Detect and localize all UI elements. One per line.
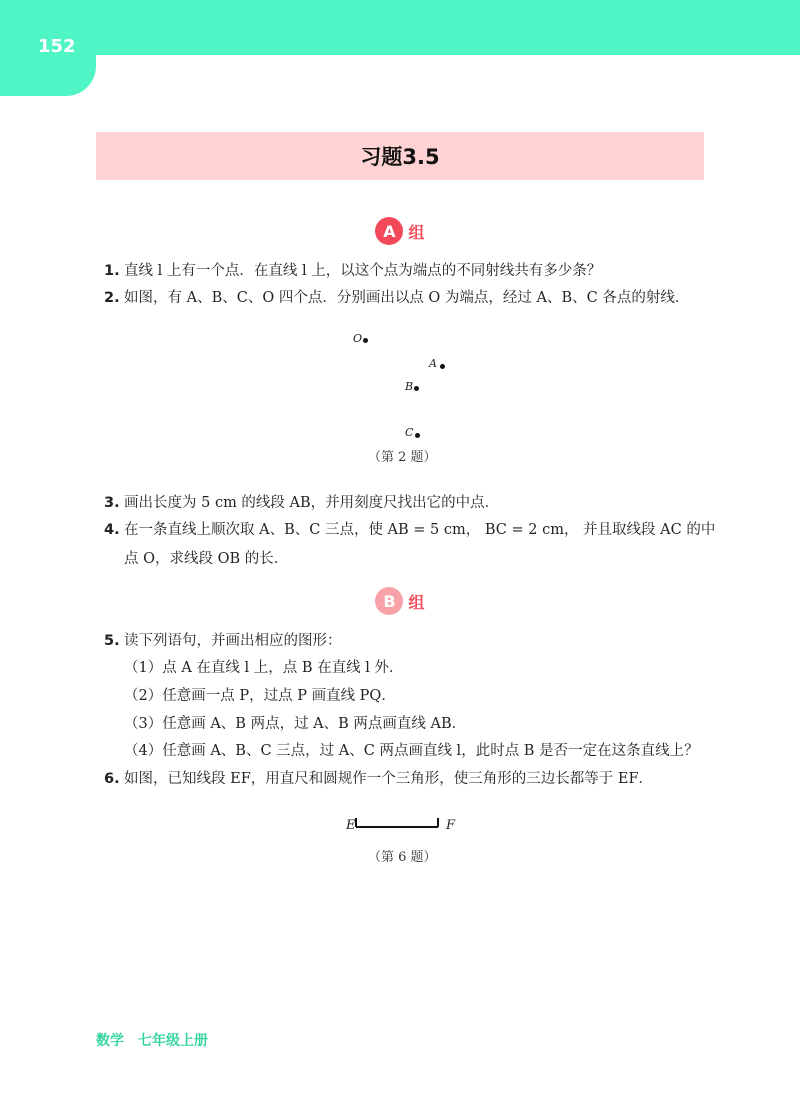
question-number: 6. bbox=[104, 771, 120, 787]
segment-label-f: F bbox=[446, 818, 456, 833]
group-a-heading bbox=[0, 217, 800, 245]
question-5-part-2: （2）任意画一点 P，过点 P 画直线 PQ． bbox=[124, 688, 396, 704]
segment-label-e: E bbox=[346, 818, 356, 833]
book-footer: 数学 七年级上册 bbox=[96, 1033, 208, 1049]
question-number: 5. bbox=[104, 633, 120, 649]
group-b-label: 组 bbox=[408, 592, 425, 612]
question-6 bbox=[104, 769, 653, 789]
exercise-title: 习题3.5 bbox=[360, 145, 440, 169]
point-label-c: C bbox=[405, 426, 414, 439]
question-number: 4. bbox=[104, 522, 120, 538]
question-5-part-3: （3）任意画 A、B 两点，过 A、B 两点画直线 AB． bbox=[124, 716, 467, 732]
point-label-o: O bbox=[353, 332, 363, 345]
question-text: 读下列语句，并画出相应的图形： bbox=[124, 633, 342, 649]
question-number: 2. bbox=[104, 290, 120, 306]
group-a-badge: A bbox=[375, 217, 403, 245]
question-number: 3. bbox=[104, 495, 120, 511]
figure-6-caption: （第 6 题） bbox=[368, 850, 437, 865]
point-label-a: A bbox=[429, 357, 437, 370]
question-5-part-4: （4）任意画 A、B、C 三点，过 A、C 两点画直线 l，此时点 B 是否一定在这条直线上？ bbox=[124, 743, 699, 759]
question-text: 画出长度为 5 cm 的线段 AB，并用刻度尺找出它的中点． bbox=[124, 495, 500, 511]
question-number: 1. bbox=[104, 263, 120, 279]
question-4-continued: 点 O，求线段 OB 的长． bbox=[124, 551, 289, 567]
point-label-b: B bbox=[405, 380, 414, 393]
point-b-dot bbox=[414, 386, 419, 391]
group-a-label: 组 bbox=[408, 222, 425, 242]
question-4 bbox=[104, 520, 715, 540]
question-text: 在一条直线上顺次取 A、B、C 三点，使 AB = 5 cm， BC = 2 cm， 并且取线段 AC 的中 bbox=[124, 522, 716, 538]
point-c-dot bbox=[415, 433, 420, 438]
segment-ef bbox=[354, 818, 440, 830]
page-number: 152 bbox=[38, 36, 76, 57]
header-band bbox=[0, 0, 800, 55]
question-1 bbox=[104, 261, 601, 281]
question-5-part-1: （1）点 A 在直线 l 上，点 B 在直线 l 外． bbox=[124, 660, 404, 676]
question-3 bbox=[104, 493, 499, 513]
question-text: 如图，已知线段 EF，用直尺和圆规作一个三角形，使三角形的三边长都等于 EF． bbox=[124, 771, 654, 787]
point-a-dot bbox=[440, 364, 445, 369]
question-text: 如图，有 A、B、C、O 四个点．分别画出以点 O 为端点，经过 A、B、C 各点的射线． bbox=[124, 290, 690, 306]
question-text: 直线 l 上有一个点．在直线 l 上，以这个点为端点的不同射线共有多少条？ bbox=[124, 263, 602, 279]
question-2 bbox=[104, 288, 689, 308]
point-o-dot bbox=[363, 338, 368, 343]
exercise-title-bar bbox=[96, 132, 704, 180]
group-b-heading bbox=[0, 587, 800, 615]
figure-2-caption: （第 2 题） bbox=[368, 450, 437, 465]
question-5 bbox=[104, 631, 342, 651]
group-b-badge: B bbox=[375, 587, 403, 615]
